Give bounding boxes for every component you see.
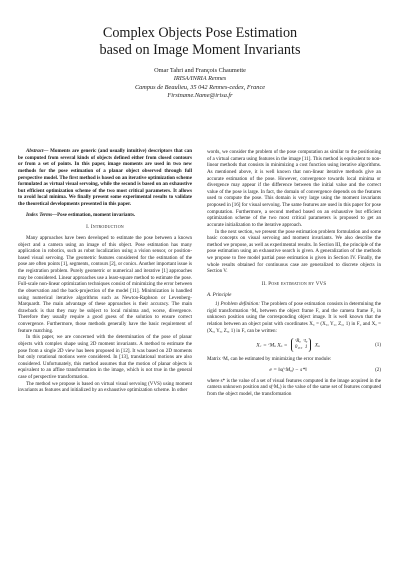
author-names: Omar Tahri and François Chaumette — [154, 67, 246, 74]
affiliation-line-2: Campus de Beaulieu, 35 042 Rennes-cedex, France — [134, 83, 266, 91]
equation-1 — [207, 338, 381, 352]
equation-1-body — [207, 338, 369, 352]
index-terms-body: Pose estimation, moment invariants. — [57, 211, 136, 218]
problem-definition-runin: 1) Problem definition: — [215, 301, 260, 308]
affiliation-line-1: IRISA/INRIA Rennes — [173, 75, 227, 83]
abstract-body: Moments are generic (and usually intuitive) descriptors that can be computed from several kinds of objects defined either from closed contours or from a set of points. In this paper, image moments are used in two new methods for the pose estimation of a planar object observed through full perspective model. The first method is based on an iterative optimization scheme formulated as virtual visual servoing, while the second is based on an exhaustive but efficient optimization scheme of the two most critical parameters. It allows to avoid local minima. We finally present some experimental results to validate the theoretical developments presented in this paper. — [18, 148, 192, 207]
section-heading-pose-estimation: II. Pose estimation by VVS — [261, 280, 327, 287]
intro-paragraph-3: The method we propose is based on virtual visual servoing (VVS) using moment invariants as features and initialized by an exhaustive optimization scheme. In other — [18, 380, 192, 394]
matrix-r: ᶜRₒ — [294, 339, 301, 345]
right-column — [207, 149, 381, 397]
author-email: Firstname.Name@irisa.fr — [167, 92, 233, 100]
title-line-1: Complex Objects Pose Estimation — [102, 25, 298, 41]
matrix-estimation-paragraph: Matrix ᶜMₒ can be estimated by minimizing the error module: — [207, 356, 332, 363]
equation-1-number: (1) — [375, 341, 381, 348]
paper-title — [0, 25, 400, 59]
author-block — [0, 67, 400, 101]
equation-2 — [207, 367, 381, 374]
equation-1-rhs: Xₒ — [314, 342, 320, 349]
subsection-heading-principle: A. Principle — [207, 291, 232, 298]
matrix-t: ᶜtₒ — [303, 339, 308, 345]
intro-paragraph-outline: In the next section, we present the pose estimation problem formulation and some basic concepts on visual servoing and moment invariants. We also describe the method we propose, as well as experimental results. In Section III, the principle of the pose estimation using an exhaustive search is given. A generalization of the methods we propose to free model partial pose estimation is given in Section IV. Finally, the whole results obtained for continuous case are generalized to discrete objects in Section V. — [207, 228, 381, 275]
section-heading-introduction: I. Introduction — [86, 224, 124, 231]
problem-definition-body: The problem of pose estimation consists in determining the rigid transformation ᶜMₒ between the object frame Fₒ and the camera frame F꜀ in unknown position using the corresponding object image. It is well known that the relation between an object point with coordinates X꜀ = (X꜀, Y꜀, Z꜀, 1) in F꜀ and Xₒ = (Xₒ, Yₒ, Zₒ, 1) in Fₒ can be written: — [207, 301, 381, 334]
features-paragraph: where s* is the value of a set of visual features computed in the image acquired in the camera unknown position and s(ᶜMₒ) is the value of the same set of features computed from the object model, the transformation — [207, 377, 382, 397]
title-line-2: based on Image Moment Invariants — [99, 42, 301, 58]
abstract-lead: Abstract— — [26, 148, 49, 154]
equation-1-matrix — [291, 338, 311, 352]
index-terms — [18, 212, 192, 219]
equation-2-number: (2) — [375, 366, 381, 373]
matrix-zero: 0₁ₓ₃ — [294, 345, 303, 351]
intro-continued-paragraph: words, we consider the problem of the pose computation as similar to the positioning of a virtual camera using features in the image [11]. This method is equivalent to non-linear methods that consists in minimizing a cost function using iterative algorithms. As mentioned above, it is well known that non-linear iterative methods give an accurate estimation of the pose. However, convergence towards local minima or divergence may appear if the difference between the initial value and the correct value of the pose is large. In fact, the domain of convergence depends on the features used to compute the pose. This domain is very large using the moment invariants proposed in [16] for visual servoing. The same features are used in this paper for pose computation. Furthermore, a second method based on an exhaustive but efficient optimization scheme of the two most critical parameters is proposed to get an accurate initialization to the iterative approach. — [207, 149, 381, 228]
equation-2-body: e = ‖s(ᶜMₒ) − s*‖ — [269, 366, 307, 373]
abstract — [18, 148, 192, 208]
equation-1-lhs: X꜀ = ᶜMₒ Xₒ = — [256, 342, 288, 349]
matrix-one: 1 — [304, 345, 308, 351]
index-terms-lead: Index Terms— — [26, 211, 58, 218]
problem-definition-paragraph — [207, 301, 381, 334]
intro-paragraph-1: Many approaches have been developed to estimate the pose between a known object and a camera using an image of this object. Pose estimation has many application in robotics, such as robot localization using a vision sensor, or position-based visual servoing. The geometric features considered for the estimation of the pose are often points [1], segments, contours [2], or conics. Another important issue is the registration problem. Purely geometric or numerical and iterative [1] approaches may be considered. Linear approaches use a least-square method to estimate the pose. Full-scale non-linear optimization techniques consist of minimizing the error between the observation and the back-projection of the model [11]. Minimization is handled using numerical iterative algorithms such as Newton-Raphson or Levenberg-Marquardt. The main advantage of these approaches is their accuracy. The main drawback is that they may be subject to local minima and, worse, divergence. Therefore they usually require a good guess of the solution to ensure correct convergence. Furthermore, those methods generally have the basic requirement of feature matching. — [18, 234, 192, 334]
left-column — [18, 148, 192, 394]
intro-paragraph-2: In this paper, we are concerned with the determination of the pose of planar objects with complex shape using 2D moment invariants. A method to estimate the pose from a single 2D view has been proposed in [12]. It was based on 2D moments but only rotational motions were considered. In [13], translational motions are also considered. Unfortunately, this method assumes that the motion of planar objects is equivalent to an affine transformation in the image, which is not true in the general case of perspective transformation. — [18, 334, 192, 380]
